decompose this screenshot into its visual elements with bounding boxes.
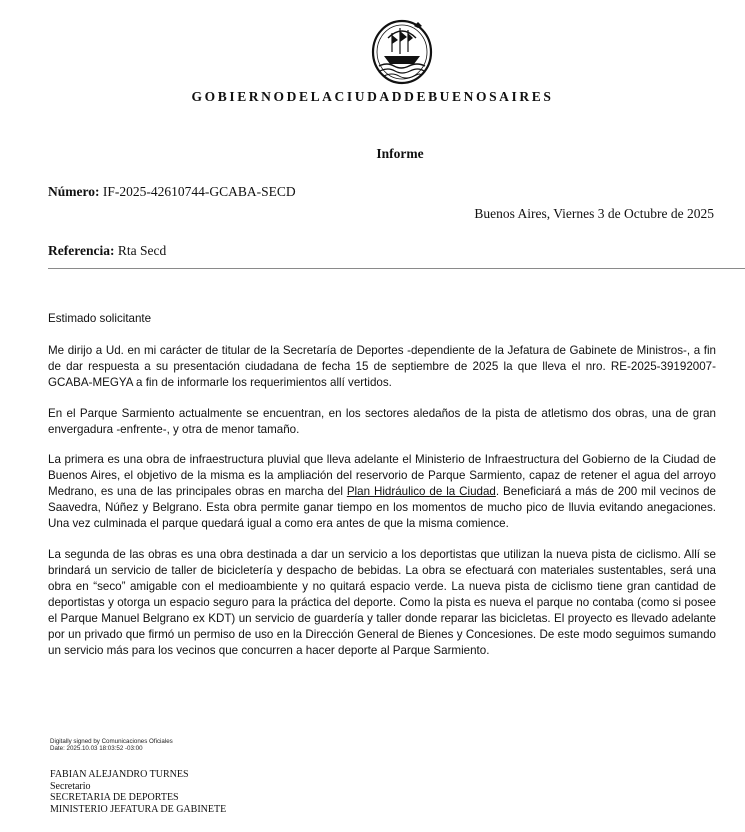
document-type: Informe — [376, 146, 424, 161]
digital-signed-by: Digitally signed by Comunicaciones Oficiales — [50, 738, 173, 745]
plan-hidraulico-link[interactable]: Plan Hidráulico de la Ciudad — [346, 485, 496, 498]
digital-signed-date: Date: 2025.10.03 18:03:52 -03:00 — [50, 744, 143, 752]
buenos-aires-coat-of-arms-icon — [370, 18, 434, 86]
digital-signature-stamp — [50, 739, 173, 753]
city: Buenos Aires, — [474, 206, 551, 221]
government-title: GOBIERNODELACIUDADDEBUENOSAIRES — [191, 89, 554, 104]
date-row — [474, 206, 714, 222]
signer-block — [50, 769, 226, 815]
number-label: Número: — [48, 184, 100, 199]
letter-body — [48, 311, 716, 673]
signer-role: Secretario — [50, 780, 91, 792]
reference-value: Rta Secd — [117, 243, 167, 258]
signer-office: SECRETARIA DE DEPORTES — [50, 792, 179, 804]
paragraph-3-text-a: La primera es una obra de infraestructura pluvial que lleva adelante el Ministerio de Infraestructura del Gobierno de la Ciudad de Buenos Aires, el objetivo de la misma es la ampliación del reservorio de Parque Sarmiento, capaz de retener el agua del arroyo Medrano, es una de las principales obras en marcha del — [48, 453, 716, 498]
paragraph-1: Me dirijo a Ud. en mi carácter de titular de la Secretaría de Deportes -dependiente de la Jefatura de Gabinete de Ministros-, a fin de dar respuesta a su presentación ciudadana de fecha 15 de septiembre de 2025 la que lleva el nro. RE-2025-39192007-GCABA-MEGYA a fin de informarle los requerimientos allí vertidos. — [48, 344, 716, 389]
paragraph-3 — [48, 452, 716, 532]
greeting: Estimado solicitante — [48, 312, 152, 325]
signer-name: FABIAN ALEJANDRO TURNES — [50, 769, 189, 780]
reference-row — [48, 243, 166, 259]
paragraph-4: La segunda de las obras es una obra destinada a dar un servicio a los deportistas que utilizan la nueva pista de ciclismo. Allí se brindará un servicio de taller de bicicletería y despacho de bebidas. La obra se efectuará con materiales sustentables, será una obra en “seco” amigable con el medioambiente y no quitará espacio verde. La nueva pista de ciclismo tiene gran cantidad de deportistas y otorga un espacio seguro para la práctica del deporte. Como la pista es nueva el parque no contaba (como si posee el Parque Manuel Belgrano ex KDT) un servicio de guardería y taller donde reparar las bicicletas. El proyecto es llevado adelante por un privado que firmó un permiso de uso en la Dirección General de Bienes y Concesiones. De este modo seguimos sumando un servicio más para los vecinos que concurren a hacer deporte al Parque Sarmiento. — [48, 547, 716, 657]
reference-label: Referencia: — [48, 243, 115, 258]
number-value: IF-2025-42610744-GCABA-SECD — [102, 184, 296, 199]
signer-ministry: MINISTERIO JEFATURA DE GABINETE — [50, 803, 227, 815]
document-number-row — [48, 184, 296, 200]
date: Viernes 3 de Octubre de 2025 — [553, 206, 714, 221]
header-divider — [48, 268, 745, 269]
paragraph-2: En el Parque Sarmiento actualmente se encuentran, en los sectores aledaños de la pista de atletismo dos obras, una de gran envergadura -enfrente-, y otra de menor tamaño. — [48, 406, 716, 436]
paragraph-3-text-b: . Beneficiará a más de 200 mil vecinos de Saavedra, Núñez y Belgrano. Esta obra permite ganar tiempo en los momentos de mucho pico de lluvia evitando anegaciones. Una vez culminada el parque quedará igual a como era antes de que la misma comience. — [48, 485, 716, 530]
